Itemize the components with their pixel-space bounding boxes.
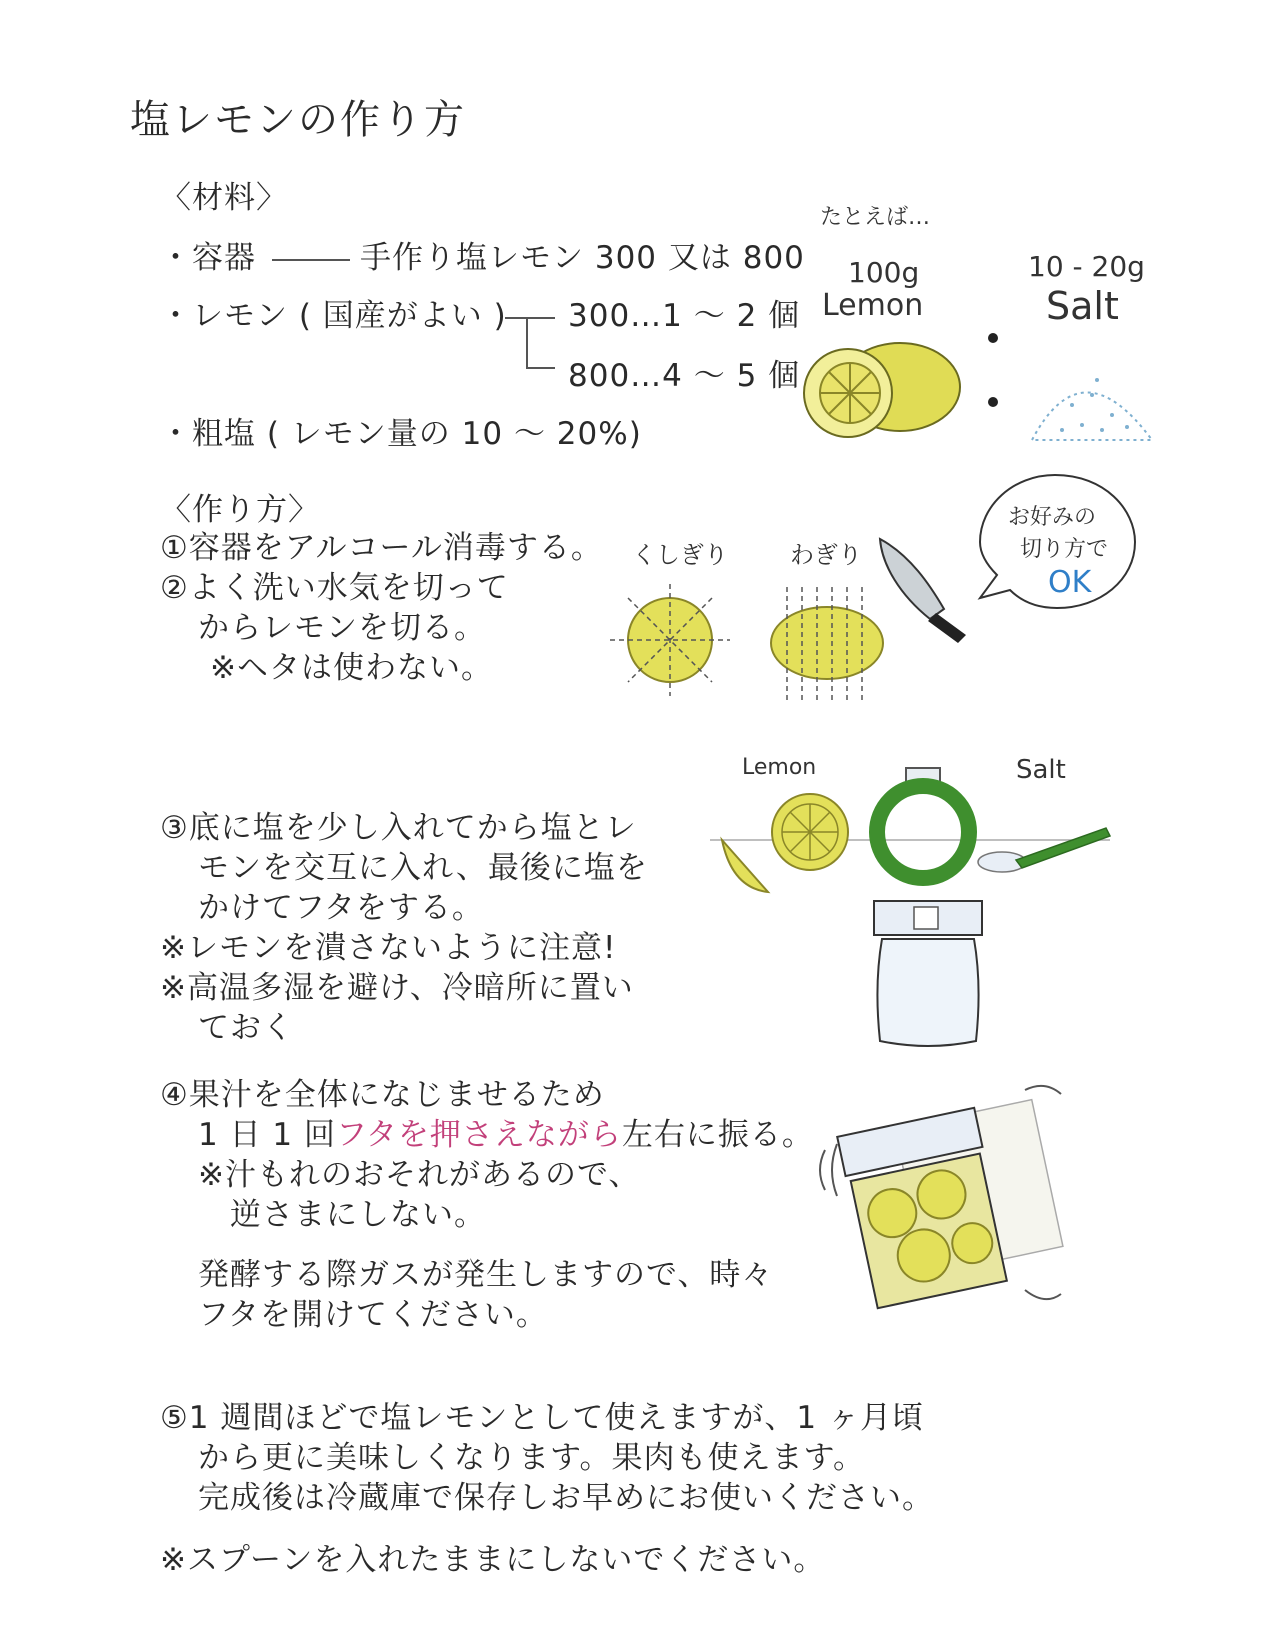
salt-pile-illustration	[1022, 345, 1162, 445]
cut-round-label: わぎり	[790, 541, 862, 569]
step4-frequency: 1 日 1 回	[198, 1117, 337, 1153]
lemon-wedge-cut-illustration	[600, 580, 740, 700]
step4-highlight: フタを押さえながら	[336, 1117, 622, 1153]
lemon-amount: 100g	[848, 256, 920, 289]
bullet-dots	[985, 330, 1005, 410]
layering-illustration	[710, 770, 1120, 910]
material-salt-label: ・粗塩 ( レモン量の 10 ～ 20%)	[160, 416, 642, 452]
step4-action: 左右に振る。	[621, 1117, 814, 1153]
salt-amount: 10 - 20g	[1028, 250, 1145, 283]
step3-note1: ※レモンを潰さないように注意!	[160, 930, 617, 966]
method-heading: 〈作り方〉	[160, 492, 320, 528]
step4-line1: ④果汁を全体になじませるため	[160, 1077, 605, 1113]
knife-icon	[870, 535, 980, 645]
material-container-value: 手作り塩レモン 300 又は 800	[360, 240, 805, 276]
bubble-ok: OK	[1048, 565, 1092, 600]
jar-lemon-label: Lemon	[742, 755, 817, 780]
jar-illustration	[868, 895, 998, 1055]
material-container-label: ・容器	[160, 240, 256, 276]
step2-line1: ②よく洗い水気を切って	[160, 570, 509, 606]
materials-heading: 〈材料〉	[160, 180, 288, 216]
step3-line3: かけてフタをする。	[198, 890, 484, 926]
bubble-line1: お好みの	[1008, 505, 1097, 530]
cut-wedge-label: くしぎり	[632, 541, 728, 569]
step1-text: ①容器をアルコール消毒する。	[160, 530, 603, 566]
leader-line	[272, 259, 350, 261]
step5-line2: から更に美味しくなります。果肉も使えます。	[198, 1440, 866, 1476]
step3-line2: モンを交互に入れ、最後に塩を	[198, 850, 648, 886]
step4-line2	[198, 1115, 814, 1155]
lemon-label: Lemon	[822, 288, 924, 323]
final-note: ※スプーンを入れたままにしないでください。	[160, 1542, 826, 1578]
jar-salt-label: Salt	[1016, 755, 1066, 785]
step3-note2-line2: ておく	[198, 1010, 294, 1046]
step4-gas-line2: フタを開けてください。	[198, 1297, 548, 1333]
step4-note-line1: ※汁もれのおそれがあるので、	[198, 1157, 641, 1193]
lemon-amount-300: 300…1 ～ 2 個	[568, 298, 801, 334]
example-lead: たとえば…	[820, 205, 931, 230]
salt-label: Salt	[1046, 284, 1119, 328]
bubble-line2: 切り方で	[1020, 537, 1109, 562]
material-lemon-label: ・レモン ( 国産がよい )	[160, 298, 507, 334]
lemon-amount-800: 800…4 ～ 5 個	[568, 358, 801, 394]
shaking-jar-illustration	[815, 1080, 1065, 1320]
bracket-line	[505, 316, 565, 376]
step5-line3: 完成後は冷蔵庫で保存しお早めにお使いください。	[198, 1480, 934, 1516]
step4-gas-line1: 発酵する際ガスが発生しますので、時々	[198, 1257, 774, 1293]
step5-line1: ⑤1 週間ほどで塩レモンとして使えますが、1 ヶ月頃	[160, 1400, 924, 1436]
step4-note-line2: 逆さまにしない。	[230, 1197, 486, 1233]
step2-line2: からレモンを切る。	[198, 610, 486, 646]
lemon-halves-illustration	[800, 335, 970, 445]
page-title: 塩レモンの作り方	[130, 97, 466, 143]
step2-note: ※ヘタは使わない。	[210, 650, 493, 686]
step3-line1: ③底に塩を少し入れてから塩とレ	[160, 810, 637, 846]
step3-note2-line1: ※高温多湿を避け、冷暗所に置い	[160, 970, 634, 1006]
